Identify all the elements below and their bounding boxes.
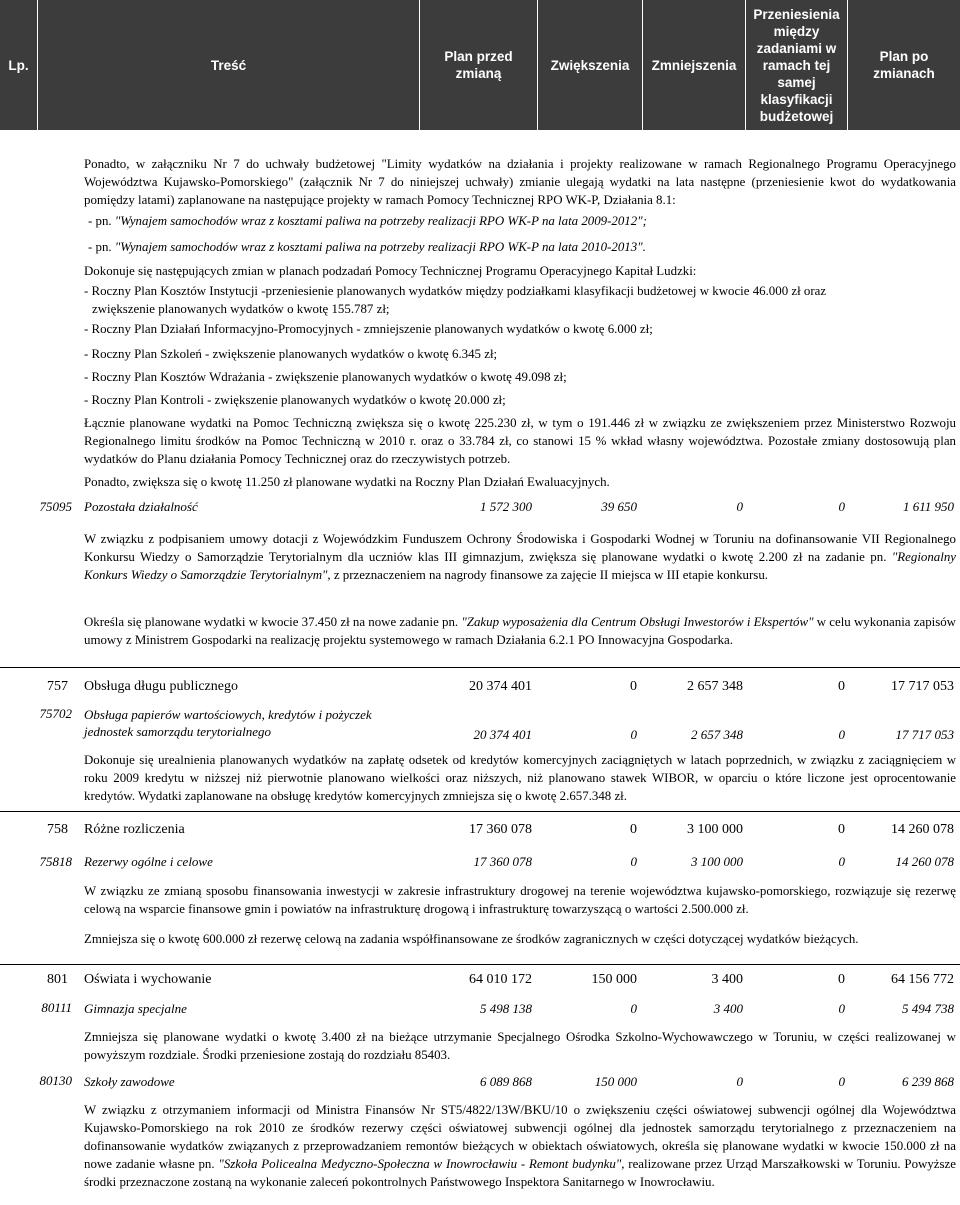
paragraph-centrum-obslugi: Określa się planowane wydatki w kwocie 37.450 zł na nowe zadanie pn. "Zakup wyposażenia dla Centrum Obsługi Inwestorów i Ekspertów" w celu wykonania zapisów umowy z Ministrem Gospodarki na realizację projektu systemowego w ramach Działania 6.2.1 PO Innowacyjna Gospodarka. (84, 615, 956, 647)
paragraph-konkurs: W związku z podpisaniem umowy dotacji z Wojewódzkim Funduszem Ochrony Środowiska i Gospodarki Wodnej w Toruniu na dofinansowanie VII Regionalnego Konkursu Wiedzy o Samorządzie Terytorialnym dla uczniów klas III gimnazjum, zwiększa się planowane wydatki o kwotę 2.200 zł na zadanie pn. "Regionalny Konkurs Wiedzy o Samorządzie Terytorialnym", z przeznaczeniem na nagrody finansowe za zajęcie II miejsca w III etapie konkursu. (84, 532, 956, 582)
paragraph-rezerwa-drogowa: W związku ze zmianą sposobu finansowania inwestycji w zakresie infrastruktury drogowej na terenie województwa kujawsko-pomorskiego, rozwiązuje się rezerwę celową na wsparcie finansowe gmin i powiatów na infrastrukturę drogową i infrastrukturę towarzyszącą o wartości 2.500.000 zł. (84, 884, 956, 916)
paragraph-gimnazja: Zmniejsza się planowane wydatki o kwotę 3.400 zł na bieżące utrzymanie Specjalnego Ośrodka Szkolno-Wychowawczego w Toruniu, w części realizowanej w powyższym rozdziale. Środki przeniesione zostają do rozdziału 85403. (84, 1030, 956, 1062)
bullet-item: - Roczny Plan Kontroli - zwiększenie planowanych wydatków o kwotę 20.000 zł; (84, 393, 506, 407)
bullet-item: - Roczny Plan Kosztów Instytucji -przeniesienie planowanych wydatków między podziałkami klasyfikacji budżetowej w kwocie 46.000 zł oraz (84, 284, 827, 298)
project-item: - pn. "Wynajem samochodów wraz z kosztami paliwa na potrzeby realizacji RPO WK-P na lata 2010-2013". (88, 240, 646, 254)
paragraph-szkoly-zawodowe: W związku z otrzymaniem informacji od Ministra Finansów Nr ST5/4822/13W/BKU/10 o zwiększeniu części oświatowej subwencji ogólnej dla Województwa Kujawsko-Pomorskiego na rok 2010 ze środków rezerwy części oświatowej subwencji ogólnej dla jednostek samorządu terytorialnego z przeznaczeniem na dofinansowanie wydatków związanych z przeprowadzaniem remontów bieżących w obiektach oświatowych, określa się planowane wydatki w kwocie 150.000 zł na nowe zadanie własne pn. "Szkoła Policealna Medyczno-Społeczna w Inowrocławiu - Remont budynku", realizowane przez Urząd Marszałkowski w Toruniu. Powyższe środki przeznaczone zostaną na wykonanie zaleceń pokontrolnych Państwowego Inspektora Sanitarnego w Inowrocławiu. (84, 1103, 956, 1189)
paragraph-limity: Ponadto, w załączniku Nr 7 do uchwały budżetowej "Limity wydatków na działania i projekty realizowane w ramach Regionalnego Programu Operacyjnego Województwa Kujawsko-Pomorskiego" (załącznik Nr 7 do niniejszej uchwały) zmianie ulegają wydatki na lata następne (przeniesienie kwot do wydatkowania pomiędzy latami) zaplanowane na następujące projekty w ramach Pomocy Technicznej RPO WK-P, Działania 8.1: (84, 157, 956, 207)
header-plan-przed: Plan przed zmianą (420, 0, 538, 130)
paragraph-pokl: Dokonuje się następujących zmian w planach podzadań Pomocy Technicznej Programu Operacyjnego Kapitał Ludzki: (84, 264, 697, 278)
bullet-item: - Roczny Plan Szkoleń - zwiększenie planowanych wydatków o kwotę 6.345 zł; (84, 347, 498, 361)
paragraph-odsetki: Dokonuje się urealnienia planowanych wydatków na zapłatę odsetek od kredytów komercyjnych zaciągniętych w latach poprzednich, w związku z zaciągnięciem w roku 2009 kredytu w niższej niż pierwotnie planowano wielkości oraz niższych, niż planowano stawek WIBOR, w oparciu o które liczone jest oprocentowanie kredytów. Wydatki zaplanowane na obsługę kredytów komercyjnych zmniejsza się o kwotę 2.657.348 zł. (84, 753, 956, 803)
paragraph-rezerwa-zagraniczna: Zmniejsza się o kwotę 600.000 zł rezerwę celową na zadania współfinansowane ze środków zagranicznych w części dotyczącej wydatków bieżących. (84, 932, 859, 946)
bullet-item: zwiększenie planowanych wydatków o kwotę 155.787 zł; (92, 302, 390, 316)
header-plan-po: Plan po zmianach (873, 49, 935, 81)
bullet-item: - Roczny Plan Kosztów Wdrażania - zwiększenie planowanych wydatków o kwotę 49.098 zł; (84, 370, 567, 384)
paragraph-ewaluacja: Ponadto, zwiększa się o kwotę 11.250 zł planowane wydatki na Roczny Plan Działań Ewaluacyjnych. (84, 475, 610, 489)
header-przeniesienia: Przeniesienia między zadaniami w ramach tej samej klasyfikacji budżetowej (746, 0, 848, 130)
bullet-item: - Roczny Plan Działań Informacyjno-Promocyjnych - zmniejszenie planowanych wydatków o kwotę 6.000 zł; (84, 322, 653, 336)
header-zmniejszenia: Zmniejszenia (643, 0, 746, 130)
section-divider (0, 667, 960, 668)
header-lp: Lp. (0, 0, 38, 130)
table-header (0, 0, 960, 130)
project-item: - pn. "Wynajem samochodów wraz z kosztami paliwa na potrzeby realizacji RPO WK-P na lata 2009-2012"; (88, 214, 647, 228)
header-zwiekszenia: Zwiększenia (538, 0, 643, 130)
header-tresc: Treść (38, 0, 420, 130)
section-divider (0, 964, 960, 965)
section-divider (0, 811, 960, 812)
paragraph-pomoc-techniczna: Łącznie planowane wydatki na Pomoc Techniczną zwiększa się o kwotę 225.230 zł, w tym o 191.446 zł w związku ze zwiększeniem przez Ministerstwo Rozwoju Regionalnego limitu środków na Pomoc Techniczną w 2010 r. oraz o 33.784 zł, co stanowi 15 % wkład własny województwa. Pozostałe zmiany dostosowują plan wydatków do Planu działania Pomocy Technicznej oraz do rzeczywistych potrzeb. (84, 416, 956, 466)
